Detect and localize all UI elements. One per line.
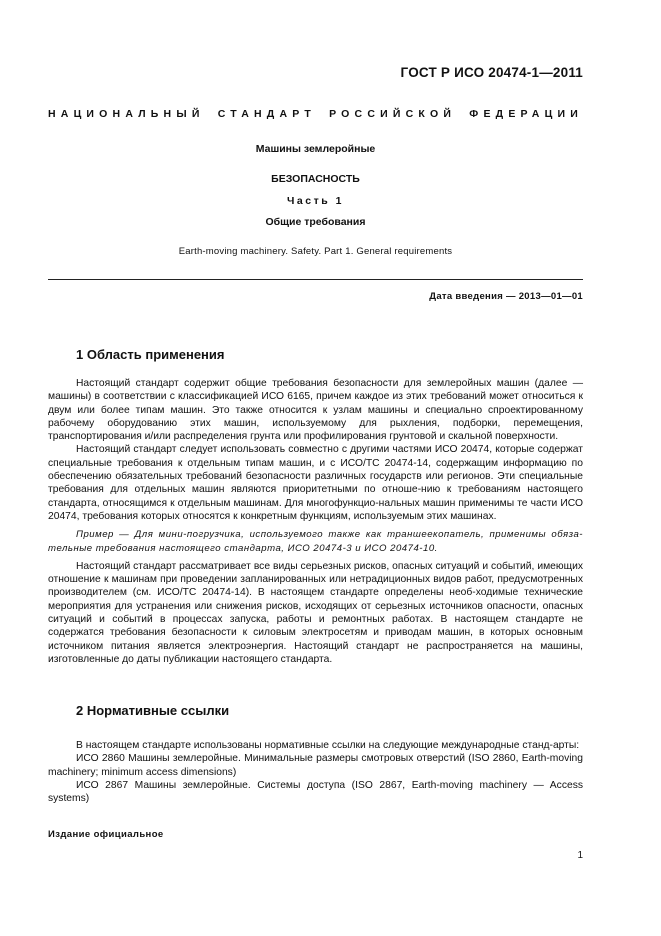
national-word: НАЦИОНАЛЬНЫЙ (48, 108, 205, 120)
paragraph: Настоящий стандарт рассматривает все виды серьезных рисков, опасных ситуаций и событий, имеющих отношение к машинам при проведении запланированных или нетрадиционных видов работ, предусмотренных производителем (см. ИСО/ТС 20474-14). В настоящем стандарте определены необ-ходимые технические мероприятия для устранения или снижения рисков, исходящих от серьезных источников опасности, опасных ситуаций и событий в процессах запуска, работы и ремонтных работах. В настоящем стандарте не содержатся требования безопасности к силовым электросетям и приводам машин, в которых основным источником питания является электроэнергия. Настоящий стандарт не распространяется на машины, изготовленные до даты публикации настоящего стандарта. (48, 560, 583, 665)
title-line1: Машины землеройные (255, 143, 376, 155)
page-number: 1 (577, 850, 583, 861)
section2-body (48, 739, 583, 805)
national-standard-line (48, 108, 583, 120)
title-subtitle: Общие требования (265, 216, 366, 228)
title-line2: БЕЗОПАСНОСТЬ (271, 173, 360, 185)
title-part: Часть 1 (287, 195, 344, 207)
horizontal-rule (48, 279, 583, 280)
document-code: ГОСТ Р ИСО 20474-1—2011 (400, 65, 583, 80)
reference-item: ИСО 2867 Машины землеройные. Системы доступа (ISO 2867, Earth-moving machinery — Access systems) (48, 779, 583, 805)
national-word: ФЕДЕРАЦИИ (469, 108, 583, 120)
date-of-introduction: Дата введения — 2013—01—01 (429, 291, 583, 302)
reference-item: ИСО 2860 Машины землеройные. Минимальные размеры смотровых отверстий (ISO 2860, Earth-moving machinery; minimum access dimensions) (48, 753, 583, 778)
paragraph: Настоящий стандарт следует использовать совместно с другими частями ИСО 20474, которые содержат специальные требования к отдельным типам машин, и с ИСО/ТС 20474-14, содержащим информацию по обеспечению обязательных требований безопасности различных государств или регионов. Эти специальные требования для отдельных машин являются приоритетными по отноше-нию к требованиям настоящего стандарта, относящимся к отдельным машинам. Для многофункцио-нальных машин применимы те части ИСО 20474, требования которых относятся к конкретным функциям, используемым этих машинах. (48, 444, 583, 522)
paragraph: Настоящий стандарт содержит общие требования безопасности для землеройных машин (далее — машины) в соответствии с классификацией ИСО 6165, причем каждое из этих требований может относиться к двум или более типам машин. Это также относится к узлам машины и специально спроектированному рабочему оборудованию этих машин, используемому для рыхления, подборки, перемещения, транспортирования и/или распределения грунта или профилирования грунтовой и скальной поверхности. (48, 378, 583, 443)
national-word: СТАНДАРТ (217, 108, 316, 120)
national-word: РОССИЙСКОЙ (329, 108, 457, 120)
title-english: Earth-moving machinery. Safety. Part 1. General requirements (178, 246, 453, 257)
section1-body (48, 377, 583, 666)
section1-heading: 1 Область применения (76, 347, 225, 362)
section2-heading: 2 Нормативные ссылки (76, 703, 230, 718)
example-note: Пример — Для мини-погрузчика, используемого также как траншеекопатель, применимы обяза-тельные требования настоящего стандарта, ИСО 20474-3 и ИСО 20474-10. (48, 529, 583, 554)
edition-label: Издание официальное (48, 829, 164, 840)
paragraph: В настоящем стандарте использованы нормативные ссылки на следующие международные станд-арты: (76, 740, 580, 751)
